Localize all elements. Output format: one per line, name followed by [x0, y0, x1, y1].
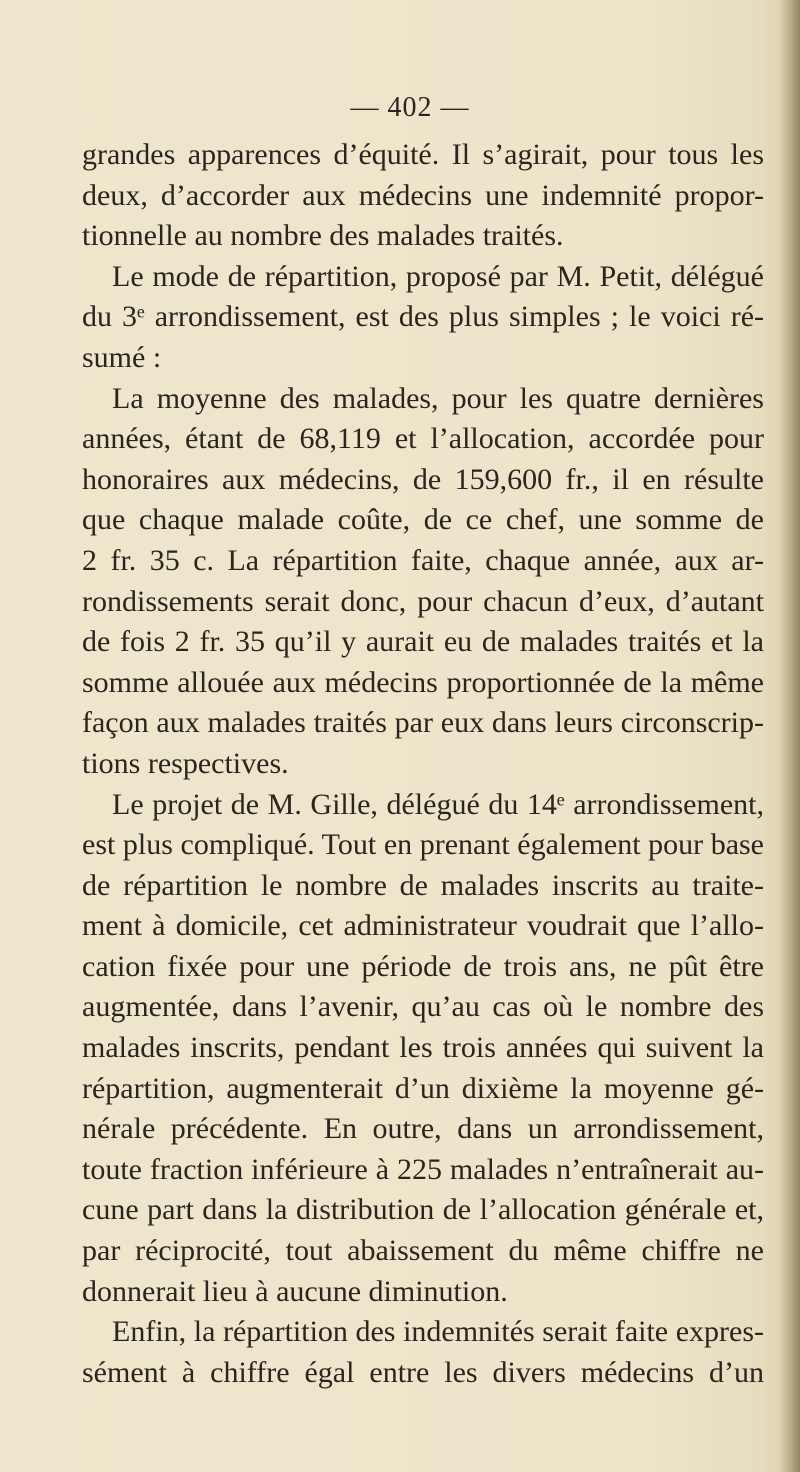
text-line: deux, d’accorder aux médecins une indemnité propor-	[82, 178, 764, 212]
text-line: nérale précédente. En outre, dans un arrondissement,	[82, 1112, 764, 1146]
text-line: sumé :	[82, 340, 162, 374]
text-line: grandes apparences d’équité. Il s’agirait, pour tous les	[82, 138, 764, 171]
text-line: Le mode de répartition, proposé par M. Petit, délégué	[112, 259, 764, 293]
text-line: toute fraction inférieure à 225 malades n’entraînerait au-	[82, 1152, 764, 1186]
page-edge-shadow	[778, 0, 800, 1472]
text-line: de répartition le nombre de malades inscrits au traite-	[82, 868, 764, 902]
text-line: est plus compliqué. Tout en prenant également pour base	[82, 828, 764, 862]
text-line: de fois 2 fr. 35 qu’il y aurait eu de malades traités et la	[82, 625, 764, 659]
text-line: que chaque malade coûte, de ce chef, une somme de	[82, 503, 764, 537]
text-line: tionnelle au nombre des malades traités.	[82, 219, 564, 253]
text-line: 2 fr. 35 c. La répartition faite, chaque année, aux ar-	[82, 543, 764, 577]
page-number: — 402 —	[350, 92, 470, 123]
text-line: années, étant de 68,119 et l’allocation, accordée pour	[82, 422, 764, 456]
text-line: malades inscrits, pendant les trois années qui suivent la	[82, 1031, 764, 1065]
body-text	[82, 135, 764, 1393]
text-line: somme allouée aux médecins proportionnée de la même	[82, 665, 764, 699]
text-line: La moyenne des malades, pour les quatre dernières	[112, 381, 764, 415]
text-line: Le projet de M. Gille, délégué du 14ᵉ arrondissement,	[112, 787, 764, 821]
text-line: rondissements serait donc, pour chacun d’eux, d’autant	[82, 584, 764, 618]
text-line: façon aux malades traités par eux dans leurs circonscrip-	[82, 706, 764, 740]
text-line: par réciprocité, tout abaissement du même chiffre ne	[82, 1234, 764, 1268]
text-line: cune part dans la distribution de l’allocation générale et,	[82, 1193, 764, 1227]
text-line: tions respectives.	[82, 746, 289, 780]
text-line: du 3ᵉ arrondissement, est des plus simples ; le voici ré-	[82, 300, 764, 334]
text-line: honoraires aux médecins, de 159,600 fr., il en résulte	[82, 462, 764, 496]
text-line: donnerait lieu à aucune diminution.	[82, 1274, 508, 1308]
text-line: ment à domicile, cet administrateur voudrait que l’allo-	[82, 909, 764, 943]
text-line: répartition, augmenterait d’un dixième la moyenne gé-	[82, 1071, 764, 1105]
text-line: Enfin, la répartition des indemnités serait faite expres-	[112, 1315, 764, 1349]
text-line: sément à chiffre égal entre les divers médecins d’un	[82, 1355, 764, 1389]
text-line: cation fixée pour une période de trois ans, ne pût être	[82, 949, 764, 983]
text-line: augmentée, dans l’avenir, qu’au cas où le nombre des	[82, 990, 764, 1024]
